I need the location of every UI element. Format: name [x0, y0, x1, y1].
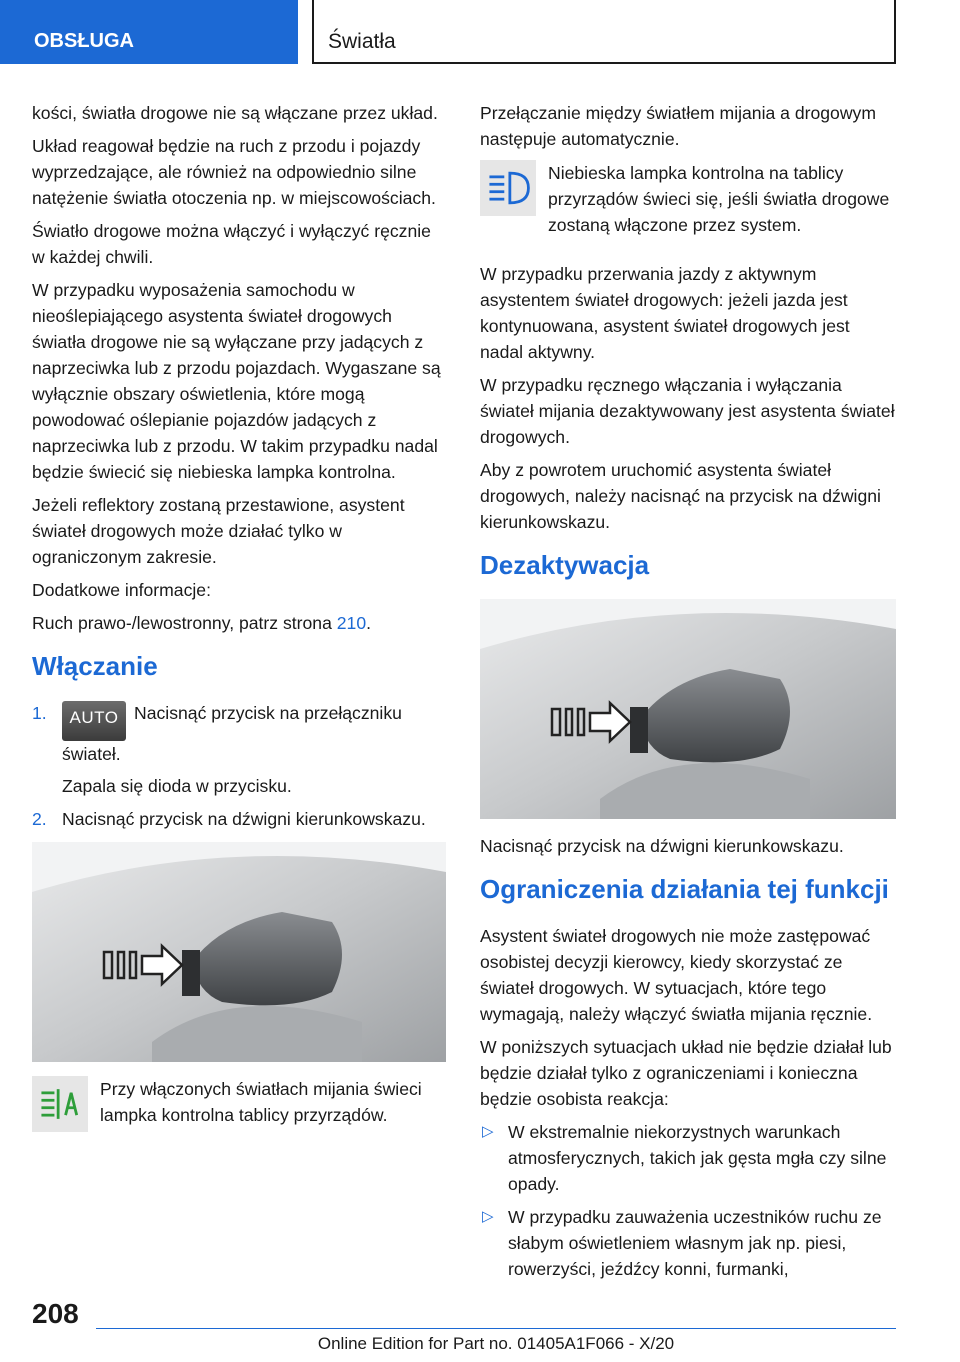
indicator-description: Przy włączonych światłach mijania świeci lampka kontrolna tablicy przyrządów. — [100, 1079, 422, 1125]
turn-signal-lever-photo — [480, 599, 896, 819]
right-column — [480, 100, 896, 1289]
paragraph: Asystent świateł drogowych nie może zastępować osobistej decyzji kierowcy, kiedy skorzystać ze świateł drogowych. W sytuacjach, które tego wymagają, należy włączyć światła mijania ręcznie. — [480, 926, 873, 1024]
bullet-list — [480, 1119, 896, 1282]
reference-end: . — [366, 613, 372, 633]
steps-list — [32, 700, 446, 832]
step-number: 1. — [32, 703, 47, 723]
paragraph: kości, światła drogowe nie są włączane przez układ. — [32, 103, 438, 123]
indicator-description: Niebieska lampka kontrolna na tablicy przyrządów świeci się, jeśli światła drogowe zostaną włączone przez system. — [548, 163, 890, 235]
bullet-text: W przypadku zauważenia uczestników ruchu ze słabym oświetleniem własnym jak np. piesi, rowerzyści, jeźdźcy konni, furmanki, — [508, 1207, 882, 1279]
turn-signal-lever-photo — [32, 842, 446, 1062]
step-number: 2. — [32, 809, 47, 829]
paragraph: Aby z powrotem uruchomić asystenta świateł drogowych, należy nacisnąć na przycisk na dźwigni kierunkowskazu. — [480, 460, 881, 532]
auto-button-icon: AUTO — [62, 701, 126, 741]
paragraph: W poniższych sytuacjach układ nie będzie działał lub będzie działał tylko z ograniczeniami i konieczna będzie osobista reakcja: — [480, 1037, 892, 1109]
page-number: 208 — [32, 1298, 79, 1329]
step-item — [32, 700, 446, 799]
indicator-note — [32, 1076, 446, 1135]
step-instruction: Nacisnąć przycisk na dźwigni kierunkowskazu. — [62, 809, 426, 829]
indicator-note — [480, 160, 896, 245]
footer-divider — [96, 1328, 896, 1329]
low-beam-assist-icon — [32, 1076, 88, 1132]
paragraph: Światło drogowe można włączyć i wyłączyć ręcznie w każdej chwili. — [32, 221, 431, 267]
paragraph: Jeżeli reflektory zostaną przestawione, asystent świateł drogowych może działać tylko w ograniczonym zakresie. — [32, 495, 405, 567]
reference-text: Ruch prawo-/lewostronny, patrz strona — [32, 613, 337, 633]
step-instruction: Nacisnąć przycisk na przełączniku świateł. — [62, 703, 402, 764]
list-item — [480, 1204, 896, 1282]
paragraph: W przypadku przerwania jazdy z aktywnym asystentem świateł drogowych: jeżeli jazda jest kontynuowana, asystent świateł drogowych jest nadal aktywny. — [480, 264, 850, 362]
bullet-text: W ekstremalnie niekorzystnych warunkach atmosferycznych, takich jak gęsta mgła czy silne opady. — [508, 1122, 887, 1194]
page-link-210[interactable]: 210 — [336, 613, 367, 633]
section-tab: OBSŁUGA — [0, 0, 298, 64]
section-heading-wlaczanie: Włączanie — [32, 651, 158, 681]
cross-reference — [32, 610, 446, 636]
step-item — [32, 806, 446, 832]
triangle-bullet-icon: ▷ — [482, 1123, 494, 1140]
step-note: Zapala się dioda w przycisku. — [62, 776, 292, 796]
triangle-bullet-icon: ▷ — [482, 1208, 494, 1225]
paragraph: W przypadku wyposażenia samochodu w nieoślepiającego asystenta świateł drogowych światła drogowe nie są wyłączane przy jadących z naprzeciwka lub z przodu pojazdach. Wygaszane są wyłącznie obszary oświetlenia, które mogą powodować oślepianie pojazdów jadących z naprzeciwka lub z przodu. W takim przypadku nadal będzie świecić się niebieska lampka kontrolna. — [32, 280, 441, 482]
footer-edition: Online Edition for Part no. 01405A1F066 - X/20 — [317, 1334, 675, 1353]
left-column — [32, 100, 446, 1151]
paragraph: Układ reagował będzie na ruch z przodu i pojazdy wyprzedzające, ale również na odpowiednio silne natężenie światła otoczenia np. w miejscowościach. — [32, 136, 436, 208]
paragraph: Przełączanie między światłem mijania a drogowym następuje automatycznie. — [480, 103, 877, 149]
paragraph: W przypadku ręcznego włączania i wyłączania świateł mijania dezaktywowany jest asystenta świateł drogowych. — [480, 375, 895, 447]
page-header-title: Światła — [312, 0, 896, 64]
paragraph: Dodatkowe informacje: — [32, 580, 211, 600]
step-text — [62, 700, 446, 767]
list-item — [480, 1119, 896, 1197]
high-beam-icon — [480, 160, 536, 216]
section-heading-dezaktywacja: Dezaktywacja — [480, 550, 650, 580]
section-heading-ograniczenia: Ograniczenia działania tej funkcji — [480, 874, 889, 904]
paragraph: Nacisnąć przycisk na dźwigni kierunkowskazu. — [480, 836, 844, 856]
